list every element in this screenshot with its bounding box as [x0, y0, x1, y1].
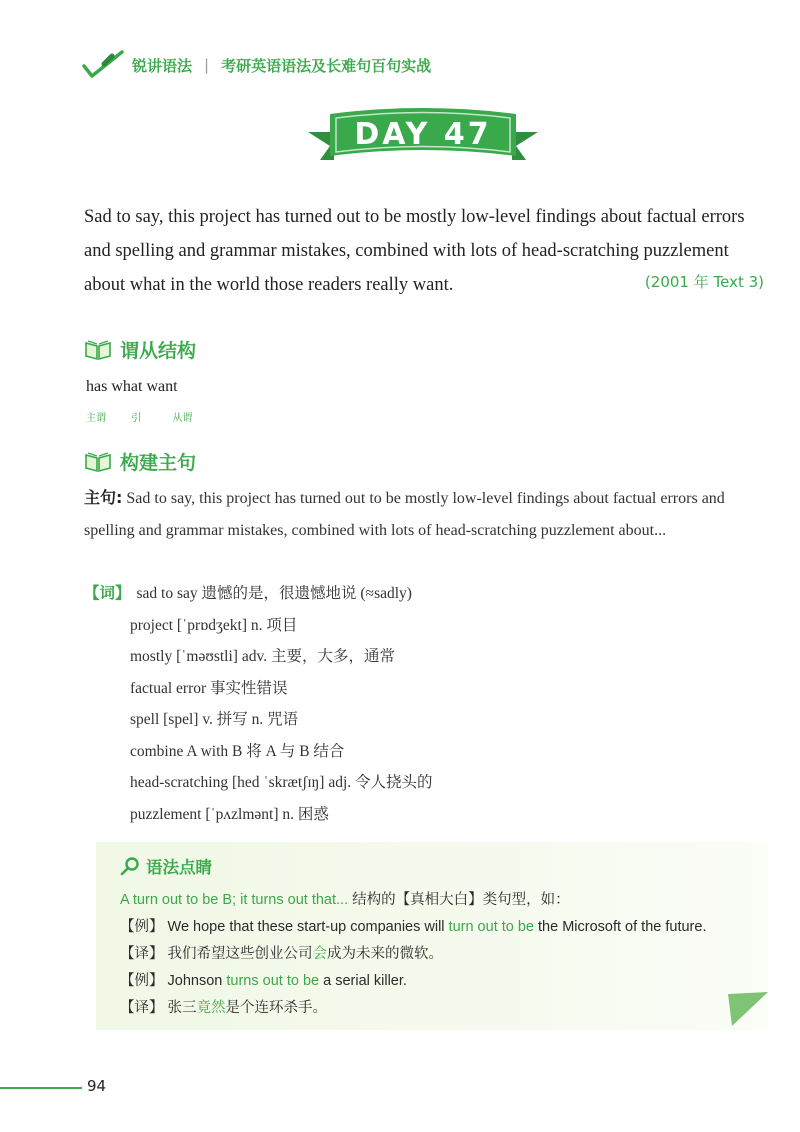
- section-title-text: 谓从结构: [120, 340, 197, 362]
- book-subtitle: 考研英语语法及长难句百句实战: [221, 56, 432, 75]
- structure-word: want: [146, 378, 178, 395]
- main-clause-label: 主句:: [84, 488, 123, 507]
- page-number: 94: [87, 1077, 107, 1095]
- section-title-structure: [84, 336, 196, 363]
- magnifier-icon: [120, 856, 140, 876]
- day-label: DAY 47: [354, 116, 492, 152]
- vocab-item: project [ˈprɒdʒekt] n. 项目: [130, 616, 298, 634]
- vocabulary-list: [84, 578, 684, 830]
- header-separator: |: [204, 56, 210, 74]
- grammar-example-line: 【例】 Johnson turns out to be a serial killer.: [120, 973, 407, 989]
- grammar-example-line: 【例】 We hope that these start-up companies will turn out to be the Microsoft of the future.: [120, 919, 707, 935]
- grammar-intro: A turn out to be B; it turns out that... 结构的【真相大白】类句型，如：: [120, 892, 570, 908]
- vocab-item: combine A with B 将 A 与 B 结合: [130, 742, 345, 760]
- structure-word: has: [86, 378, 108, 395]
- structure-label: 主谓: [86, 413, 106, 424]
- brand-name: 锐讲语法: [132, 56, 193, 75]
- vocab-item: puzzlement [ˈpʌzlmənt] n. 困惑: [130, 805, 329, 823]
- day-banner: [308, 104, 538, 172]
- structure-words: [86, 378, 178, 396]
- vocab-item: spell [spel] v. 拼写 n. 咒语: [130, 711, 299, 728]
- grammar-tip-title-text: 语法点睛: [146, 858, 212, 877]
- section-title-text: 构建主句: [120, 452, 197, 474]
- sentence-source: (2001 年 Text 3): [644, 273, 764, 291]
- main-clause-paragraph: [84, 482, 770, 547]
- structure-label: 引: [131, 413, 142, 424]
- pen-check-icon: [82, 50, 124, 80]
- section-title-main-clause: [84, 448, 196, 475]
- open-book-icon: [84, 451, 112, 473]
- vocab-tag: 【词】: [84, 584, 131, 602]
- structure-word: what: [111, 378, 143, 395]
- vocab-item: head-scratching [hed ˈskrætʃɪŋ] adj. 令人挠头的: [130, 774, 433, 791]
- corner-triangle-icon: [728, 992, 768, 1028]
- vocab-item: 【词】 sad to say 遗憾的是，很遗憾地说 (≈sadly): [84, 584, 412, 602]
- grammar-tip-title: [120, 854, 212, 878]
- target-sentence: Sad to say, this project has turned out to be mostly low-level findings about factual errors and spelling and grammar mistakes, combined with lots of head-scratching puzzlement about what in the world those readers really want.: [84, 207, 745, 295]
- open-book-icon: [84, 339, 112, 361]
- structure-label: 从谓: [172, 413, 193, 424]
- vocab-item: factual error 事实性错误: [130, 679, 288, 697]
- grammar-translation-line: 【译】 张三竟然是个连环杀手。: [120, 1000, 328, 1016]
- running-header: [82, 48, 431, 82]
- main-clause-text: Sad to say, this project has turned out to be mostly low-level findings about factual errors and spelling and grammar mistakes, combined with lots of head-scratching puzzlement about...: [84, 490, 725, 539]
- footer-rule: [0, 1087, 82, 1089]
- structure-labels: [86, 409, 192, 424]
- vocab-item: mostly [ˈməʊstli] adv. 主要，大多，通常: [130, 648, 395, 665]
- grammar-translation-line: 【译】 我们希望这些创业公司会成为未来的微软。: [120, 946, 444, 962]
